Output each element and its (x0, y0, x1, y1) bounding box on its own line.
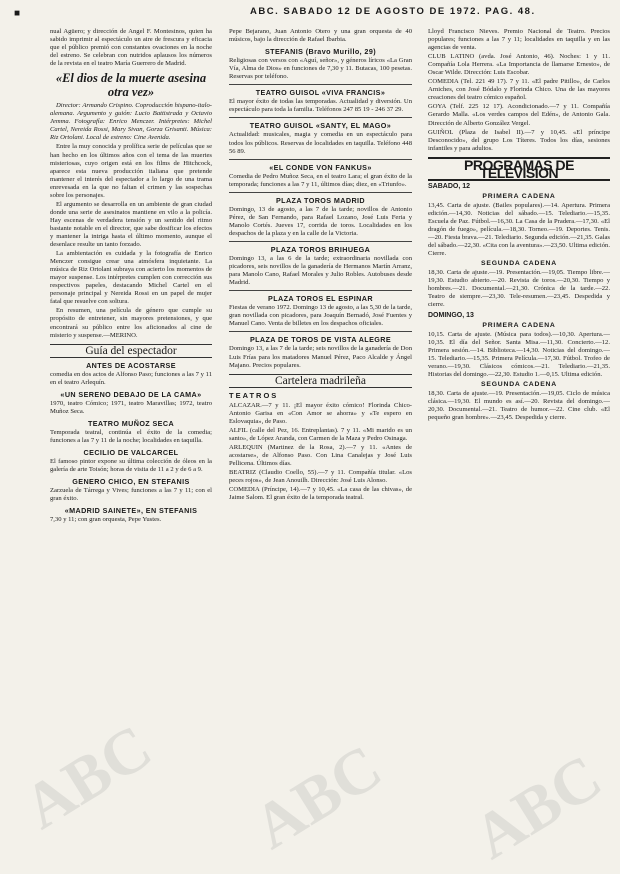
listing-section (229, 246, 412, 287)
listing-text: Domingo 13, a las 7 de la tarde; seis novillos de la ganadería de Don Luis Frías para los matadores Manuel Pérez, Paco Alcalde y Ángel Majano. Precios populares. (229, 345, 412, 369)
review-credits: Director: Armando Crispino. Coproducción hispano-italo-alemana. Argumento y guión: Lucio Battistrada y Octavio Jemma. Fotografía: Enrico Menczer. Intérpretes: Michel Cartel, Nereida Rossi, Mary Sivan, Gorza Grisanti. Música: Riz Ortolani. Local de estreno: Cine Avenida. (50, 102, 212, 142)
teatro-entry: ALFIL (calle del Pez, 16. Entreplantas). 7 y 11. «Mi marido es un santo», de López Aranda, con Carmen de la Maza y Pedro Osinaga. (229, 426, 412, 442)
listing-text: El mayor éxito de todas las temporadas. Actualidad y diversión. Un espectáculo para toda la familia. Teléfonos 247 85 19 - 246 37 29. (229, 98, 412, 114)
intro-paragraph: nual Agüero; y dirección de Angel F. Montesinos, quien ha sabido imprimir al espectáculo un aire de frescura y eficacia que el público premió con constantes ovaciones en la noche del estreno. Se celebran con nutridos aplausos los números de la revista en el teatro María Guerrero de Madrid. (50, 28, 212, 68)
listing-section (229, 336, 412, 369)
teatro-entry: CLUB LATINO (avda. José Antonio, 46). Noches: 1 y 11. Compañía Lola Herrera. «La Importancia de llamarse Ernesto», de Oscar Wilde. Dirección: Luis Escobar. (428, 53, 610, 77)
watermark-logo: ABC (11, 710, 164, 843)
review-paragraph: La ambientación es cuidada y la fotografía de Enrico Menczer consigue crear una atmósfera inquietante. La música de Riz Ortolani subraya con acierto los momentos de mayor suspense. Los intérpretes cumplen con corrección sus respectivos papeles, destacando Michel Cartel en el personaje principal y Nereida Rossi en un papel de mujer fatal que resuelve con soltura. (50, 250, 212, 306)
review-title: «El dios de la muerte asesina otra vez» (55, 71, 207, 100)
review-paragraph: Entre la muy conocida y prolífica serie de películas que se han hecho en los últimos años con el tema de las muertes misteriosas, cuyo origen está en los films de Hitchcock, aparece esta nueva producción italiana que pretende mantener el interés del espectador a lo largo de una trama enrevesada en la que no faltan el crimen y las sospechas sobre los personajes. (50, 143, 212, 199)
listing-section (229, 89, 412, 114)
watermark-logo: ABC (461, 740, 614, 873)
guide-entry (50, 449, 212, 474)
tv-day-label: SABADO, 12 (428, 182, 471, 190)
guide-heading: «UN SERENO DEBAJO DE LA CAMA» (60, 389, 202, 399)
teatro-entry: ALCAZAR.—7 y 11. ¡El mayor éxito cómico! Florinda Chico-Antonio Garisa en «Con Amor se ahorra» y «Te espero en Eslovaquia», de Paso. (229, 401, 412, 425)
listing-section (229, 48, 412, 81)
guide-text: comedia en dos actos de Alfonso Paso; funciones a las 7 y 11 en el teatro Arlequín. (50, 370, 212, 386)
listing-section (229, 197, 412, 238)
guide-heading: ANTES DE ACOSTARSE (86, 360, 176, 370)
column-middle (229, 28, 412, 846)
listing-heading: TEATRO GUISOL «SANTY, EL MAGO» (249, 121, 392, 131)
listing-heading: «EL CONDE VON FANKUS» (269, 162, 372, 172)
guide-heading: TEATRO MUÑOZ SECA (87, 418, 175, 428)
guide-entry (50, 391, 212, 416)
column-top-text: Lloyd Francisco Nieves. Premio Nacional de Teatro. Precios populares; funciones a las 7 y 11; localidades en taquilla y en las agencias de venta. (428, 28, 610, 52)
divider (229, 84, 412, 85)
corner-mark: ■ (14, 8, 21, 19)
tv-channel-name: PRIMERA CADENA (482, 321, 556, 329)
listing-heading: STEFANIS (Bravo Murillo, 29) (264, 47, 377, 57)
guide-entry (50, 420, 212, 445)
divider (229, 159, 412, 160)
column-left (50, 28, 212, 846)
teatro-entry: COMEDIA (Príncipe, 14).—7 y 10,45. «La casa de las chivas», de Jaime Salom. El gran éxito de la temporada teatral. (229, 486, 412, 502)
listing-heading: TEATRO GUISOL «VIVA FRANCIS» (255, 88, 386, 98)
guide-text: 1970, teatro Cómico; 1971, teatro Maravillas; 1972, teatro Muñoz Seca. (50, 399, 212, 415)
cartelera-title: Cartelera madrileña (229, 374, 412, 388)
divider (229, 117, 412, 118)
review-paragraph: El argumento se desarrolla en un ambiente de gran ciudad donde una serie de asesinatos mantiene en vilo a la policía. Hay escenas de verdadera tensión y un sentido del ritmo bastante notable en el director, que sabe dosificar los efectos y mantener la intriga hasta el último momento, aunque el desenlace resulte un tanto forzado. (50, 200, 212, 249)
guide-heading: «MADRID SAINETE», EN STEFANIS (64, 506, 198, 516)
tv-schedule: 10,15. Carta de ajuste. (Música para todos).—10,30. Apertura.—10,35. El día del Señor. Santa Misa.—11,30. Concierto.—12. Primera sesión.—14. Biblioteca.—14,30. Noticias del domingo.—15. Telediario.—15,35. Primera Película.—17,30. Fútbol. Trofeo de verano.—19,30. Clásicos cómicos.—21. Telediario.—21,35. Historias del domingo.—22,30. Estudio 1.—0,15. Ultima edición. (428, 330, 610, 378)
tv-channel-name: PRIMERA CADENA (482, 192, 556, 200)
listing-text: Domingo, 13 de agosto, a las 7 de la tarde; novillos de Antonio Pérez, de San Fernando, para Rafael Lozano, José Luis Feria y Manolo Cortés. Jueves 17, corrida de toros. Localidades en los despachos de la plaza y en la calle de la Victoria. (229, 205, 412, 237)
guide-text: 7,30 y 11; con gran orquesta, Pepe Yustes. (50, 516, 162, 524)
tv-day-label: DOMINGO, 13 (428, 311, 474, 319)
guide-text: Temporada teatral, continúa el éxito de la comedia; funciones a las 7 y 11 de la noche; localidades en taquilla. (50, 428, 212, 445)
column-top-text: Pepe Bejarano, Juan Antonio Otero y una gran orquesta de 40 músicos, bajo la dirección de Rafael Ibarbia. (229, 28, 412, 44)
tv-schedule: 18,30. Carta de ajuste.—19. Presentación.—19,05. Tiempo libre.—19,30. Estudio abierto.—20. Revista de toros.—20,30. Tiempo y hombres.—21. Documental.—21,30. Crónica de la tarde.—22. Teatro de siempre.—23,30. Tele-resumen.—23,45. Despedida y cierre. (428, 269, 610, 309)
guide-entry (50, 507, 212, 524)
listing-heading: PLAZA TOROS EL ESPINAR (268, 294, 373, 304)
watermark-logo: ABC (241, 730, 394, 863)
divider (229, 331, 412, 332)
listing-text: Fiestas de verano 1972. Domingo 13 de agosto, a las 5,30 de la tarde, gran novillada con picadores, para Joaquín Bernadó, José Fuentes y Manuel Cano. Venta de billetes en los despachos oficiales. (229, 304, 412, 328)
teatros-label: TEATROS (229, 390, 279, 400)
tv-channel-name: SEGUNDA CADENA (481, 380, 557, 388)
listing-heading: PLAZA DE TOROS DE VISTA ALEGRE (249, 335, 392, 345)
teatro-entry: COMEDIA (Tel. 221 49 17). 7 y 11. «El padre Pitillo», de Carlos Arniches, con José Bódalo y Florinda Chico. Una de las mayores creaciones del teatro cómico español. (428, 78, 610, 102)
divider (229, 290, 412, 291)
divider (229, 192, 412, 193)
teatro-entry: BEATRIZ (Claudio Coello, 55).—7 y 11. Compañía titular. «Los peces rojos», de Jean Anouilh. Dirección: José Luis Alonso. (229, 469, 412, 485)
running-head: ABC. SABADO 12 DE AGOSTO DE 1972. PAG. 48. (250, 6, 536, 17)
tv-day (428, 183, 610, 310)
guide-title: Guía del espectador (50, 344, 212, 358)
teatro-entry: ARLEQUIN (Martinez de la Rosa, 2).—7 y 11. «Antes de acostarse», de Alfonso Paso. Con Lina Canalejas y José Luis Pellicena. Últimos días. (229, 443, 412, 468)
listing-section (229, 295, 412, 328)
guide-text: Zarzuela de Tárrega y Vives; funciones a las 7 y 11; con el gran éxito. (50, 487, 212, 503)
guide-entry (50, 362, 212, 387)
tv-schedule: 18,30. Carta de ajuste.—19. Presentación.—19,05. Ciclo de música clásica.—19,30. El mundo es así.—20. Revista del domingo.—20,30. Documental.—21. Teatro de humor.—22. Cine club. «El pequeño gran hombre».—23,45. Despedida y cierre. (428, 389, 610, 422)
tv-programs-title: PROGRAMAS DE TELEVISION (428, 157, 610, 181)
tv-channel-name: SEGUNDA CADENA (481, 260, 557, 268)
listing-text: Domingo 13, a las 6 de la tarde; extraordinaria novillada con picadores, seis novillos de la ganadería de Hermanos Martín Arranz, para Manolo Cano, Rafael Morales y Julio Robles. Autobuses desde Madrid. (229, 255, 412, 287)
listing-heading: PLAZA TOROS MADRID (275, 195, 366, 205)
guide-text: El famoso pintor expone su última colección de óleos en la galería de arte Toisón; horas de visita de 11 a 2 y de 6 a 9. (50, 458, 212, 474)
listing-text: Actualidad: musicales, magia y comedia en un espectáculo para todos los públicos. Reservas de localidades en taquilla. Teléfono 448 56 89. (229, 131, 412, 155)
review-paragraph: En resumen, una película de género que cumple su propósito de entretener, sin mayores pretensiones, y que encontrará su público entre los aficionados al cine de misterio y suspense.—MERINO. (50, 307, 212, 339)
divider (229, 241, 412, 242)
listing-text: Comedia de Pedro Muñoz Seca, en el teatro Lara; el gran éxito de la temporada; funciones a las 7 y 11, últimos días; diez, en «Triunfo». (229, 172, 412, 188)
tv-day (428, 312, 610, 423)
teatro-entry: GOYA (Telf. 225 12 17). Acondicionado.—7 y 11. Compañía Gerardo Malla. «Los verdes campos del Edén», de Antonio Gala. Dirección de Alberto González Vergel. (428, 103, 610, 127)
listing-text: Religiosas con versos con «Aguí, señor», y géneros líricos «La Gran Vía, Alma de Dios» en funciones de 7,30 y 11. Butacas, 100 pesetas. Reservas por teléfono. (229, 57, 412, 81)
teatro-entry: GUIÑOL (Plaza de Isabel II).—7 y 10,45. «El príncipe Desconocido», del grupo Los Títeres. Todos los días, sesiones infantiles y para adultos. (428, 128, 610, 152)
tv-schedule: 13,45. Carta de ajuste. (Bailes populares).—14. Apertura. Primera edición.—14,30. Noticias del sábado.—15. Telediario.—15,35. Escuela de Paz. Fútbol.—16,30. La Casa de la Pradera.—17,30. «El dragón de fuego», película.—18,30. Torneo.—19. Deportes. Tenis.—20. Fiesta brava.—21. Telediario. Segunda edición.—21,35. Galas del sábado.—22,30. «Cita con la aventura».—23,50. Ultima edición. Cierre. (428, 201, 610, 258)
listing-section (229, 164, 412, 189)
listing-section (229, 122, 412, 155)
guide-heading: CECILIO DE VALCARCEL (83, 448, 179, 458)
guide-entry (50, 478, 212, 503)
listing-heading: PLAZA TOROS BRIHUEGA (270, 244, 371, 254)
guide-heading: GENERO CHICO, EN STEFANIS (72, 477, 190, 487)
column-right (428, 28, 610, 846)
